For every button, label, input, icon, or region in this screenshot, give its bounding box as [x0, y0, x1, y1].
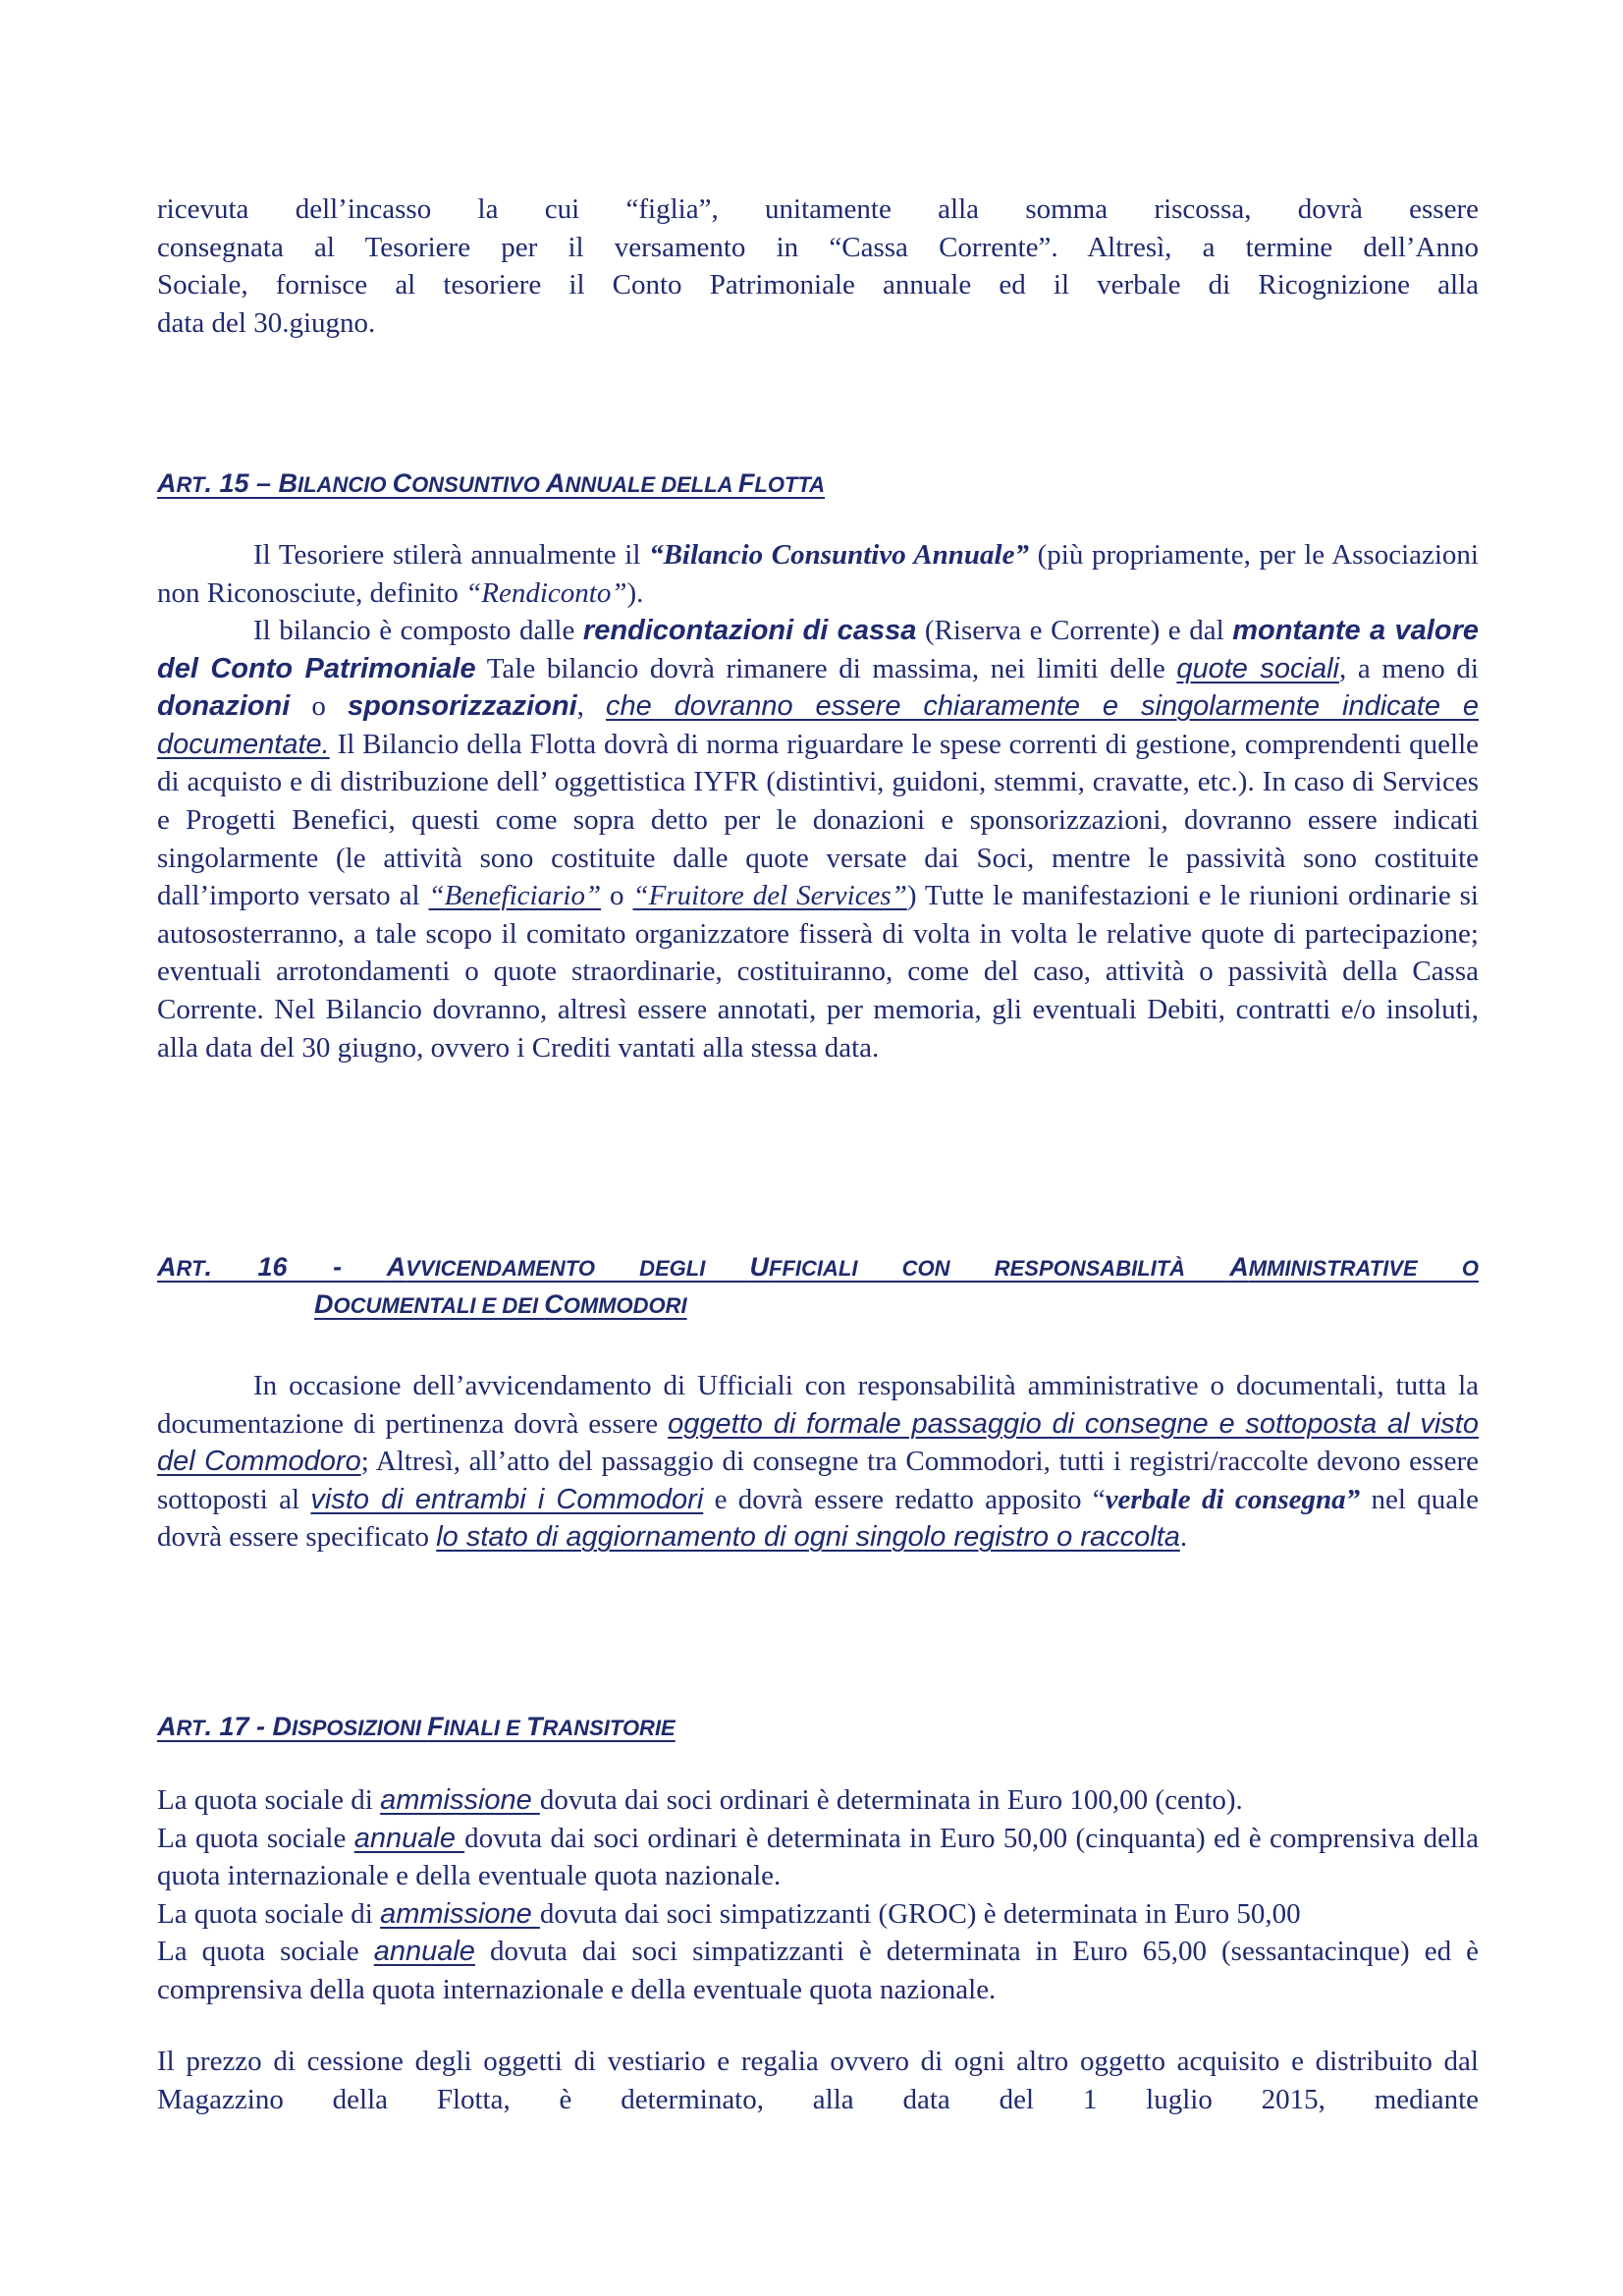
bilancio-term: “Bilancio Consuntivo Annuale”: [649, 539, 1029, 571]
fee-line: La quota sociale annuale dovuta dai soci ordinari è determinata in Euro 50,00 (cinquanta) ed è comprensiva della quota internazionale e della eventuale quota nazionale.: [157, 1822, 1479, 1892]
emphasis-text: oggetto di formale passaggio di consegne e sottoposta al visto del Commodoro: [157, 1407, 1479, 1478]
emphasis-text: montante a valore del Conto Patrimoniale: [157, 615, 1479, 684]
text-line: consegnata al Tesoriere per il versamento in “Cassa Corrente”. Altresì, a termine dell’Anno: [157, 231, 1479, 263]
emphasis-text: sponsorizzazioni: [348, 690, 577, 723]
art16-paragraph: In occasione dell’avvicendamento di Ufficiali con responsabilità amministrative o documentali, tutta la documentazione di pertinenza dovrà essere oggetto di formale passaggio di consegne e sottoposta al visto del Commodoro; Altresì, all’atto del passaggio di consegne tra Commodori, tutti i registri/raccolte devono essere sottoposti al visto di entrambi i Commodori e dovrà essere redatto apposito “verbale di consegna” nel quale dovrà essere specificato lo stato di aggiornamento di ogni singolo registro o raccolta.: [157, 1370, 1480, 1554]
art15-heading: ART. 15 – BILANCIO CONSUNTIVO ANNUALE DELLA FLOTTA: [157, 468, 826, 498]
text-line: ricevuta dell’incasso la cui “figlia”, unitamente alla somma riscossa, dovrà essere: [157, 193, 1479, 225]
paragraph-continuation: [157, 191, 1479, 342]
emphasis-text: lo stato di aggiornamento di ogni singolo registro o raccolta: [436, 1521, 1180, 1554]
text-line: data del 30.giugno.: [157, 306, 376, 339]
rendiconto-term: “Rendiconto”: [465, 576, 627, 609]
fruitore-term: “Fruitore del Services”: [632, 880, 907, 912]
art15-paragraph-2: Il bilancio è composto dalle rendicontazioni di cassa (Riserva e Corrente) e dal montante a valore del Conto Patrimoniale Tale bilancio dovrà rimanere di massima, nei limiti delle quote sociali, a meno di donazioni o sponsorizzazioni, che dovranno essere chiaramente e singolarmente indicate e documentate. Il Bilancio della Flotta dovrà di norma riguardare le spese correnti di gestione, comprendenti quelle di acquisto e di distribuzione dell’ oggettistica IYFR (distintivi, guidoni, stemmi, cravatte, etc.). In caso di Services e Progetti Benefici, questi come sopra detto per le donazioni e sponsorizzazioni, dovranno essere indicati singolarmente (le attività sono costituite dalle quote versate dai Soci, mentre le passività sono costituite dall’importo versato al “Beneficiario” o “Fruitore del Services”) Tutte le manifestazioni e le riunioni ordinarie si autososterranno, a tale scopo il comitato organizzatore fisserà di volta in volta le relative quote di partecipazione; eventuali arrotondamenti o quote straordinarie, costituiranno, come del caso, attività o passività della Cassa Corrente. Nel Bilancio dovranno, altresì essere annotati, per memoria, gli eventuali Debiti, contratti e/o insoluti, alla data del 30 giugno, ovvero i Crediti vantati alla stessa data.: [157, 615, 1479, 1064]
emphasis-text: rendicontazioni di cassa: [582, 615, 917, 646]
art15-paragraph-1: Il Tesoriere stilerà annualmente il “Bilancio Consuntivo Annuale” (più propriamente, per le Associazioni non Riconosciute, definito “Rendiconto”).: [157, 539, 1479, 609]
art17-heading: ART. 17 - DISPOSIZIONI FINALI E TRANSITORIE: [157, 1712, 676, 1741]
emphasis-text: quote sociali: [1176, 652, 1339, 684]
text-line: Sociale, fornisce al tesoriere il Conto Patrimoniale annuale ed il verbale di Ricognizione alla: [157, 269, 1479, 301]
art17-fees: [157, 1781, 1479, 2009]
art17-paragraph: Il prezzo di cessione degli oggetti di vestiario e regalia ovvero di ogni altro oggetto acquisito e distribuito dal Magazzino della Flotta, è determinato, alla data del 1 luglio 2015, mediante: [157, 2046, 1479, 2115]
emphasis-text: visto di entrambi i Commodori: [310, 1483, 704, 1515]
art16-heading: ART. 16 - AVVICENDAMENTO DEGLI UFFICIALI CON RESPONSABILITÀ AMMINISTRATIVE O DOCUMENTALI E DEI COMMODORI: [157, 1252, 1479, 1319]
emphasis-text: donazioni: [157, 690, 291, 723]
beneficiario-term: “Beneficiario”: [428, 880, 602, 912]
verbale-term: verbale di consegna”: [1105, 1483, 1361, 1515]
emphasis-text: che dovranno essere chiaramente e singolarmente indicate e documentate.: [157, 690, 1479, 760]
fee-line: La quota sociale di ammissione dovuta dai soci simpatizzanti (GROC) è determinata in Euro 50,00: [157, 1897, 1301, 1930]
fee-line: La quota sociale annuale dovuta dai soci simpatizzanti è determinata in Euro 65,00 (sessantacinque) ed è comprensiva della quota internazionale e della eventuale quota nazionale.: [157, 1936, 1480, 2005]
fee-line: La quota sociale di ammissione dovuta dai soci ordinari è determinata in Euro 100,00 (cento).: [157, 1784, 1243, 1816]
